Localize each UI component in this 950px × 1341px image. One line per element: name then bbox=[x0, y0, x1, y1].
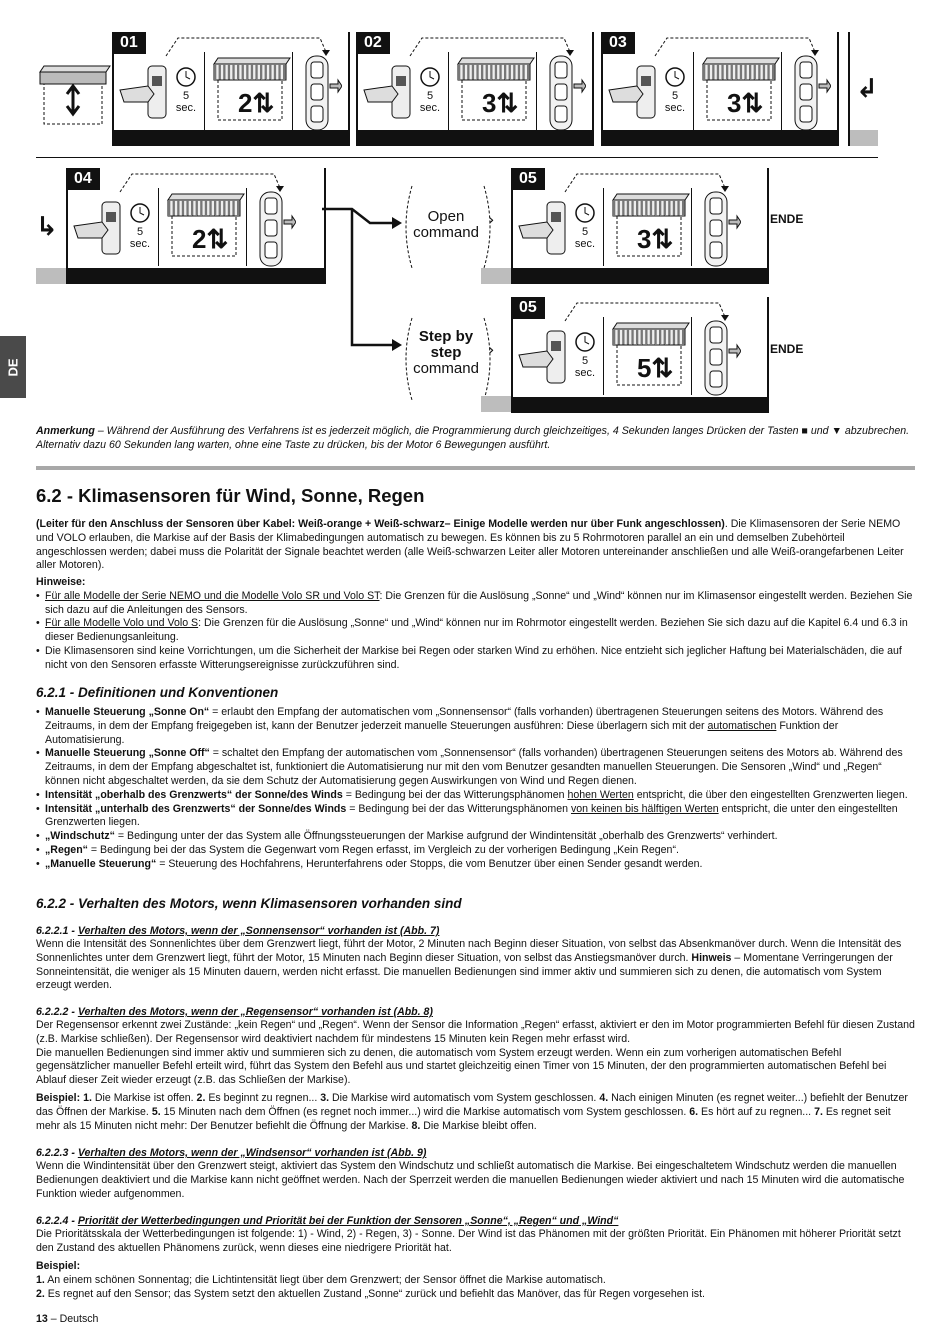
subsection-621-title: 6.2.1 - Definitionen und Konventionen bbox=[36, 685, 279, 700]
clock-icon bbox=[574, 331, 596, 353]
timer-value: 5 bbox=[426, 90, 434, 102]
clock-icon bbox=[664, 66, 686, 88]
list-item bbox=[36, 830, 916, 844]
panel-divider bbox=[292, 52, 293, 130]
clock-icon bbox=[419, 66, 441, 88]
example-marker: 4. bbox=[599, 1092, 609, 1104]
timer-value: 5 bbox=[581, 355, 589, 367]
step-number: 01 bbox=[114, 32, 146, 54]
step-number: 04 bbox=[68, 168, 100, 190]
step-number: 05 bbox=[513, 297, 545, 319]
paragraph-text: Die manuellen Bedienungen sind immer aktiv und summieren sich zu denen, die automatisch vom System erzeugt werden. Wenn ein zum vorherigen automatischen Befehl gegensätzlicher manueller Befehl erteilt wird, führt das System den Befehl aus und startet gleichzeitig einen Timer von 15 Minuten, der den programmierten automatischen Befehl bei Ablauf dieser Zeit wieder erzeugt (z.B. das Schließen der Markise). bbox=[36, 1046, 887, 1087]
definition-text: = Bedingung bei der das System die Gegenwart vom Regen erfasst, im Vergleich zu der vorherigen Bedingung „Kein Regen“. bbox=[87, 843, 679, 856]
hinweise-list bbox=[36, 590, 916, 673]
timer-label bbox=[170, 90, 202, 114]
example-text: 15 Minuten nach dem Öffnen (es regnet noch immer...) wird die Markise automatisch vom System geschlossen. bbox=[160, 1105, 690, 1118]
definition-underlined: von keinen bis hälftigen Werten bbox=[570, 802, 719, 815]
timer-unit: sec. bbox=[419, 102, 441, 114]
item-number: 1. bbox=[36, 1273, 45, 1286]
movement-count: 5⇅ bbox=[637, 353, 674, 383]
subsection-6222-text bbox=[36, 1019, 916, 1088]
example-text: Nach einigen Minuten (es regnet weiter...) befiehlt der Benutzer das Öffnen der Markise. bbox=[36, 1092, 908, 1118]
movement-count: 2⇅ bbox=[238, 88, 275, 118]
definition-text: = Bedingung bei der das Witterungsphänomen bbox=[342, 788, 568, 801]
movement-count: 2⇅ bbox=[192, 224, 229, 254]
intro-rest: . Die Klimasensoren der Serie NEMO und VOLO erlauben, die Markise auf der Basis der Klimabedingungen automatisch zu bewegen. Es können bis zu 5 Rohrmotoren parallel an ein und demselben Zubehörteil angeschlossen werden; dabei muss die Polarität der Signale beachtet werden (alle Weiß-schwarzen Leiter aller Motoren untereinander anschließen und alle Weiß-orangefarbenen Leiter aller Motoren). bbox=[36, 518, 904, 572]
gray-bar bbox=[481, 268, 511, 284]
step-number: 05 bbox=[513, 168, 545, 190]
subsection-6223-title bbox=[36, 1147, 426, 1159]
heading-text: Verhalten des Motors, wenn der „Windsensor“ vorhanden ist (Abb. 9) bbox=[77, 1147, 427, 1159]
gray-bar bbox=[848, 130, 878, 146]
hand-remote-icon bbox=[362, 62, 418, 122]
example-text: Die Markise ist offen. bbox=[91, 1092, 197, 1104]
list-item bbox=[36, 1288, 916, 1302]
example-marker: 2. bbox=[196, 1092, 206, 1104]
item-text: Es regnet auf den Sensor; das System setzt den aktuellen Zustand „Sonne“ zurück und befiehlt das Manöver, das für Regen vorgesehen ist. bbox=[44, 1287, 705, 1300]
ende-label: ENDE bbox=[770, 342, 804, 356]
page-number: 13 bbox=[36, 1313, 48, 1325]
hinweise-block bbox=[36, 576, 916, 673]
note-paragraph bbox=[36, 425, 920, 453]
definition-text-end: entspricht, die über den eingestellten Grenzwerten liegen. bbox=[633, 788, 908, 801]
example-text: Die Markise wird automatisch vom System geschlossen. bbox=[329, 1092, 600, 1104]
step-bar bbox=[513, 268, 767, 284]
branch-arrows bbox=[322, 205, 402, 365]
step-bar bbox=[114, 130, 348, 146]
timer-value: 5 bbox=[182, 90, 190, 102]
definition-text: = Bedingung unter der das System alle Öffnungssteuerungen der Markise aufgrund der Windintensität „oberhalb des Grenzwerts“ verhindert. bbox=[114, 830, 778, 843]
subsection-6223-text bbox=[36, 1160, 916, 1201]
timer-unit: sec. bbox=[664, 102, 686, 114]
list-item bbox=[36, 844, 916, 858]
timer-value: 5 bbox=[581, 226, 589, 238]
timer-label bbox=[569, 226, 601, 250]
priority-example bbox=[36, 1260, 916, 1301]
open-command-brackets bbox=[398, 184, 498, 270]
keypad-icon bbox=[256, 190, 296, 268]
example-text: Es regnet seit mehr als 15 Minuten nicht mehr: Der Benutzer befiehlt die Öffnung der Markise. bbox=[36, 1105, 891, 1132]
step-command-line1: Step by bbox=[418, 328, 474, 345]
footer-language: – Deutsch bbox=[47, 1313, 99, 1325]
subsection-622-title: 6.2.2 - Verhalten des Motors, wenn Klimasensoren vorhanden sind bbox=[36, 896, 462, 911]
definition-text: = Steuerung des Hochfahrens, Herunterfahrens oder Stopps, die vom Benutzer über einen Sender gesandt werden. bbox=[156, 857, 703, 870]
paragraph-text: – Momentane Verringerungen der Sonneintensität, die weniger als 15 Minuten dauern, werden nicht erfasst. Die manuellen Bedienungen sind immer aktiv und summieren sich zu denen, die automatisch vom System erzeugt werden. bbox=[36, 951, 893, 992]
subsection-6221-title bbox=[36, 925, 439, 937]
language-tab bbox=[0, 336, 26, 398]
heading-number: 6.2.2.3 - bbox=[36, 1147, 78, 1159]
note-text: – Während der Ausführung des Verfahrens ist es jederzeit möglich, die Programmierung durch gleichzeitiges, 4 Sekunden langes Drücken der Tasten ■ und ▼ abzubrechen. Alternativ dazu 60 Sekunden lang warten, ohne eine Taste zu drücken, bis der Motor 6 Bewegungen ausführt. bbox=[36, 425, 910, 451]
gray-bar bbox=[36, 268, 66, 284]
definition-underlined: hohen Werten bbox=[567, 788, 634, 801]
example-marker: 6. bbox=[689, 1105, 699, 1118]
timer-unit: sec. bbox=[574, 238, 596, 250]
heading-number: 6.2.2.2 - bbox=[36, 1006, 78, 1018]
open-command-line2: command bbox=[413, 224, 479, 241]
panel-divider bbox=[781, 52, 782, 130]
intro-bold: (Leiter für den Anschluss der Sensoren über Kabel: Weiß-orange + Weiß-schwarz– Einige Modelle werden nur über Funk angeschlossen) bbox=[36, 518, 725, 530]
list-item bbox=[36, 789, 916, 803]
hinweis-text: Die Klimasensoren sind keine Vorrichtungen, um die Sicherheit der Markise bei Regen oder starken Wind zu erhöhen. Nice entzieht sich jeglicher Haftung bei Materialschäden, die auf nicht von den Sensoren erfasste Witterungsereignisse zurückzuführen sind. bbox=[45, 644, 902, 671]
list-item bbox=[36, 803, 916, 831]
continue-arrow-icon: ↳ bbox=[36, 212, 58, 242]
list-item bbox=[36, 858, 916, 872]
paragraph-text: Wenn die Intensität des Sonnenlichtes über dem Grenzwert liegt, führt der Motor, 2 Minuten nach Beginn dieser Situation, von selbst das Absenkmanöver durch. Wenn die Intensität des Sonnenlichtes unter dem Grenzwert liegt, führt der Motor, 15 Minuten nach Beginn dieser Situation, von selbst das Anstiegsmanöver durch. bbox=[36, 938, 902, 964]
hinweis-underlined: Für alle Modelle Volo und Volo S bbox=[45, 617, 199, 630]
step-bar bbox=[603, 130, 837, 146]
clock-icon bbox=[175, 66, 197, 88]
flow-arc-arrow bbox=[164, 34, 334, 58]
keypad-icon bbox=[701, 190, 741, 268]
heading-number: 6.2.2.1 - bbox=[36, 925, 78, 937]
keypad-icon bbox=[546, 54, 586, 132]
example-marker: Beispiel: 1. bbox=[36, 1092, 92, 1104]
example-marker: 8. bbox=[411, 1119, 421, 1132]
flow-arc-arrow bbox=[408, 34, 578, 58]
paragraph-text: Der Regensensor erkennt zwei Zustände: „kein Regen“ und „Regen“. Wenn der Sensor die Information „Regen“ erfasst, aktiviert er den im Motor programmierten Befehl für diesen Zustand (z.B. Markise schließen). Der Regensensor wird deaktiviert nachdem für mindestens 15 Minuten kein Regen mehr erfasst wird. bbox=[36, 1019, 915, 1045]
flow-arc-arrow bbox=[563, 299, 733, 323]
example-marker: 3. bbox=[320, 1092, 330, 1104]
note-lead: Anmerkung bbox=[36, 425, 95, 437]
definition-text: = Bedingung bei der das Witterungsphänomen bbox=[346, 802, 571, 815]
keypad-icon bbox=[701, 319, 741, 397]
movement-count: 3⇅ bbox=[482, 88, 519, 118]
timer-unit: sec. bbox=[175, 102, 197, 114]
paragraph-text: Die Prioritätsskala der Wetterbedingungen ist folgende: 1) - Wind, 2) - Regen, 3) - Sonne. Der Wind ist das Phänomen mit der größten Priorität. Ein Phänomen mit höherer Priorität setzt den Zustand des aktuellen Phänomens zurück, wenn dieses eine niedrigere Priorität hat. bbox=[36, 1228, 901, 1254]
panel-divider bbox=[603, 317, 604, 395]
item-number: 2. bbox=[36, 1287, 45, 1300]
example-text: Es beginnt zu regnen... bbox=[205, 1092, 321, 1104]
step-number: 03 bbox=[603, 32, 635, 54]
movement-count: 3⇅ bbox=[637, 224, 674, 254]
section-intro bbox=[36, 518, 916, 573]
definition-term: Manuelle Steuerung „Sonne Off“ bbox=[45, 747, 210, 760]
heading-text: Verhalten des Motors, wenn der „Sonnensensor“ vorhanden ist (Abb. 7) bbox=[77, 925, 440, 937]
timer-label bbox=[659, 90, 691, 114]
step-command-brackets bbox=[398, 316, 498, 402]
definition-term: „Regen“ bbox=[45, 843, 88, 856]
panel-divider bbox=[603, 188, 604, 266]
step-bar bbox=[513, 397, 767, 413]
definition-term: Intensität „oberhalb des Grenzwerts“ der Sonne/des Winds bbox=[45, 788, 343, 801]
hinweis-underlined: Für alle Modelle der Serie NEMO und die Modelle Volo SR und Volo ST bbox=[45, 589, 380, 602]
hand-remote-icon bbox=[517, 327, 573, 387]
clock-icon bbox=[129, 202, 151, 224]
hand-remote-icon bbox=[607, 62, 663, 122]
definition-text: = schaltet den Empfang der automatischen vom „Sonnensensor“ (falls vorhanden) übertragenen Steuerungen seitens des Motors ab. Während des Zeitraums, in dem der Empfang abgeschaltet ist, funktioniert die Automatisierung nur mit den vom Benutzer gesandten manuellen Steuerungen. Die Sensoren „Wind“ und „Regen“ können nicht abgeschaltet werden, da sie dem Schutz der Automatisierung gegen Auswirkungen von Wind und Regen dienen. bbox=[45, 747, 903, 787]
paragraph-text: Wenn die Windintensität über den Grenzwert steigt, aktiviert das System den Windschutz und schließt automatisch die Markise. Bei eingeschaltetem Windschutz werden die manuellen Bedienungen deaktiviert und die Markise kann nicht geöffnet werden. Nach der Sperrzeit werden die manuellen Bedienungen wieder aktiviert und nach 15 Minuten wird die automatische Funktion wieder aufgenommen. bbox=[36, 1160, 905, 1200]
panel-divider bbox=[448, 52, 449, 130]
example-label: Beispiel: bbox=[36, 1260, 81, 1272]
definition-term: „Manuelle Steuerung“ bbox=[45, 857, 157, 870]
definition-text-end: entspricht, die unter den eingestellten Grenzwerten liegen. bbox=[45, 802, 898, 829]
definitions-list bbox=[36, 706, 916, 872]
panel-divider bbox=[691, 317, 692, 395]
definitions-block bbox=[36, 706, 916, 872]
example-marker: 7. bbox=[814, 1105, 823, 1118]
timer-unit: sec. bbox=[574, 367, 596, 379]
timer-label bbox=[124, 226, 156, 250]
flow-arc-arrow bbox=[563, 170, 733, 194]
subsection-6222-title bbox=[36, 1006, 433, 1018]
panel-divider bbox=[158, 188, 159, 266]
list-item bbox=[36, 706, 916, 747]
panel-divider bbox=[204, 52, 205, 130]
hinweis-bold: Hinweis bbox=[691, 951, 732, 964]
definition-term: Manuelle Steuerung „Sonne On“ bbox=[45, 706, 210, 718]
example-paragraph bbox=[36, 1092, 916, 1133]
subsection-6224-title bbox=[36, 1215, 618, 1227]
subsection-6221-text bbox=[36, 938, 916, 993]
clock-icon bbox=[574, 202, 596, 224]
diagram-divider bbox=[36, 157, 878, 158]
list-item bbox=[36, 747, 916, 788]
section-title: 6.2 - Klimasensoren für Wind, Sonne, Regen bbox=[36, 485, 425, 506]
definition-text: = erlaubt den Empfang der automatischen vom „Sonnensensor“ (falls vorhanden) übertragenen Steuerungen seitens des Motors. Während des Zeitraums, in dem der Empfang freigegeben ist, kann der Benutzer jederzeit manuelle Steuerungen ausführen: Diese überlagern sich mit der bbox=[45, 706, 884, 732]
return-arrow-icon: ↲ bbox=[856, 74, 878, 104]
hinweis-text: : Die Grenzen für die Auslösung „Sonne“ und „Wind“ können nur im Klimasensor eingestellt werden. Beziehen Sie sich dazu auf die Anleitungen des Sensors. bbox=[45, 589, 913, 616]
step-command-line2: step bbox=[430, 344, 462, 361]
heading-text: Verhalten des Motors, wenn der „Regensensor“ vorhanden ist (Abb. 8) bbox=[77, 1006, 433, 1018]
definition-text-end: Funktion der Automatisierung. bbox=[45, 719, 839, 746]
hinweise-label: Hinweise: bbox=[36, 576, 86, 588]
example-text: Es hört auf zu regnen... bbox=[698, 1105, 815, 1118]
timer-label bbox=[569, 355, 601, 379]
timer-unit: sec. bbox=[129, 238, 151, 250]
timer-value: 5 bbox=[136, 226, 144, 238]
hand-remote-icon bbox=[517, 198, 573, 258]
panel-divider bbox=[693, 52, 694, 130]
awning-start-icon bbox=[36, 62, 112, 128]
chevron-right-icon: › bbox=[488, 340, 495, 359]
keypad-icon bbox=[302, 54, 342, 132]
flow-arc-arrow bbox=[653, 34, 823, 58]
timer-label bbox=[414, 90, 446, 114]
language-tab-label: DE bbox=[5, 358, 21, 377]
step-command-line3: command bbox=[413, 360, 479, 377]
step-number: 02 bbox=[358, 32, 390, 54]
list-item bbox=[36, 590, 916, 618]
panel-divider bbox=[691, 188, 692, 266]
step-bar bbox=[358, 130, 592, 146]
definition-term: „Windschutz“ bbox=[45, 830, 115, 843]
keypad-icon bbox=[791, 54, 831, 132]
item-text: An einem schönen Sonnentag; die Lichtintensität liegt über dem Grenzwert; der Sensor öffnet die Markise automatisch. bbox=[44, 1273, 606, 1286]
hinweis-text: : Die Grenzen für die Auslösung „Sonne“ und „Wind“ können nur im Rohrmotor eingestellt werden. Beziehen Sie sich dazu auf die Kapitel 6.4 und 6.3 in dieser Bedienungsanleitung. bbox=[45, 617, 908, 644]
list-item bbox=[36, 645, 916, 673]
open-command-line1: Open bbox=[427, 208, 465, 225]
example-text: Die Markise bleibt offen. bbox=[420, 1119, 537, 1132]
row-end-line bbox=[848, 32, 850, 146]
step-bar bbox=[68, 268, 324, 284]
subsection-6224-text bbox=[36, 1228, 916, 1256]
list-item bbox=[36, 1274, 916, 1288]
flow-arc-arrow bbox=[118, 170, 288, 194]
chevron-right-icon: › bbox=[488, 210, 495, 229]
definition-term: Intensität „unterhalb des Grenzwerts“ der Sonne/des Winds bbox=[45, 802, 347, 815]
example-marker: 5. bbox=[151, 1105, 161, 1118]
page-footer bbox=[36, 1313, 98, 1325]
section-divider bbox=[36, 466, 915, 470]
panel-divider bbox=[536, 52, 537, 130]
hand-remote-icon bbox=[72, 198, 128, 258]
list-item bbox=[36, 617, 916, 645]
movement-count: 3⇅ bbox=[727, 88, 764, 118]
definition-underlined: automatischen bbox=[707, 719, 777, 732]
hand-remote-icon bbox=[118, 62, 174, 122]
heading-text: Priorität der Wetterbedingungen und Priorität bei der Funktion der Sensoren „Sonne“, „Regen“ und „Wind“ bbox=[77, 1215, 619, 1227]
panel-divider bbox=[246, 188, 247, 266]
gray-bar bbox=[481, 396, 511, 412]
timer-value: 5 bbox=[671, 90, 679, 102]
heading-number: 6.2.2.4 - bbox=[36, 1215, 78, 1227]
ende-label: ENDE bbox=[770, 212, 804, 226]
